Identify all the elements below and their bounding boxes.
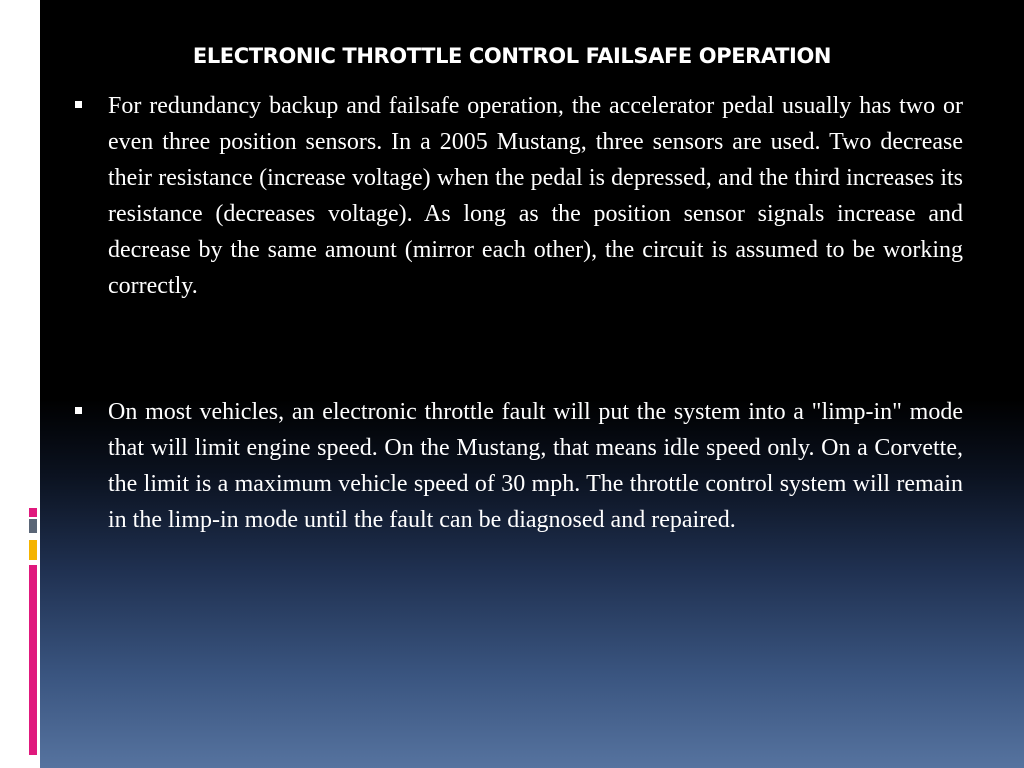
slide-title: ELECTRONIC THROTTLE CONTROL FAILSAFE OPERATION (192, 44, 832, 68)
accent-bar-gray (29, 519, 37, 533)
square-bullet-icon (75, 101, 82, 108)
bullet-paragraph-limp-in: On most vehicles, an electronic throttle fault will put the system into a "limp-in" mode that will limit engine speed. On the Mustang, that means idle speed only. On a Corvette, the limit is a maximum vehicle speed of 30 mph. The throttle control system will remain in the limp-in mode until the fault can be diagnosed and repaired. (108, 399, 963, 533)
bullet-paragraph-redundancy: For redundancy backup and failsafe operation, the accelerator pedal usually has two or even three position sensors. In a 2005 Mustang, three sensors are used. Two decrease their resistance (increase voltage) when the pedal is depressed, and the third increases its resistance (decreases voltage). As long as the position sensor signals increase and decrease by the same amount (mirror each other), the circuit is assumed to be working correctly. (108, 93, 963, 299)
square-bullet-icon (75, 407, 82, 414)
accent-bar-gold (29, 540, 37, 560)
accent-bar-pink-top (29, 508, 37, 517)
accent-bar-pink-long (29, 565, 37, 755)
